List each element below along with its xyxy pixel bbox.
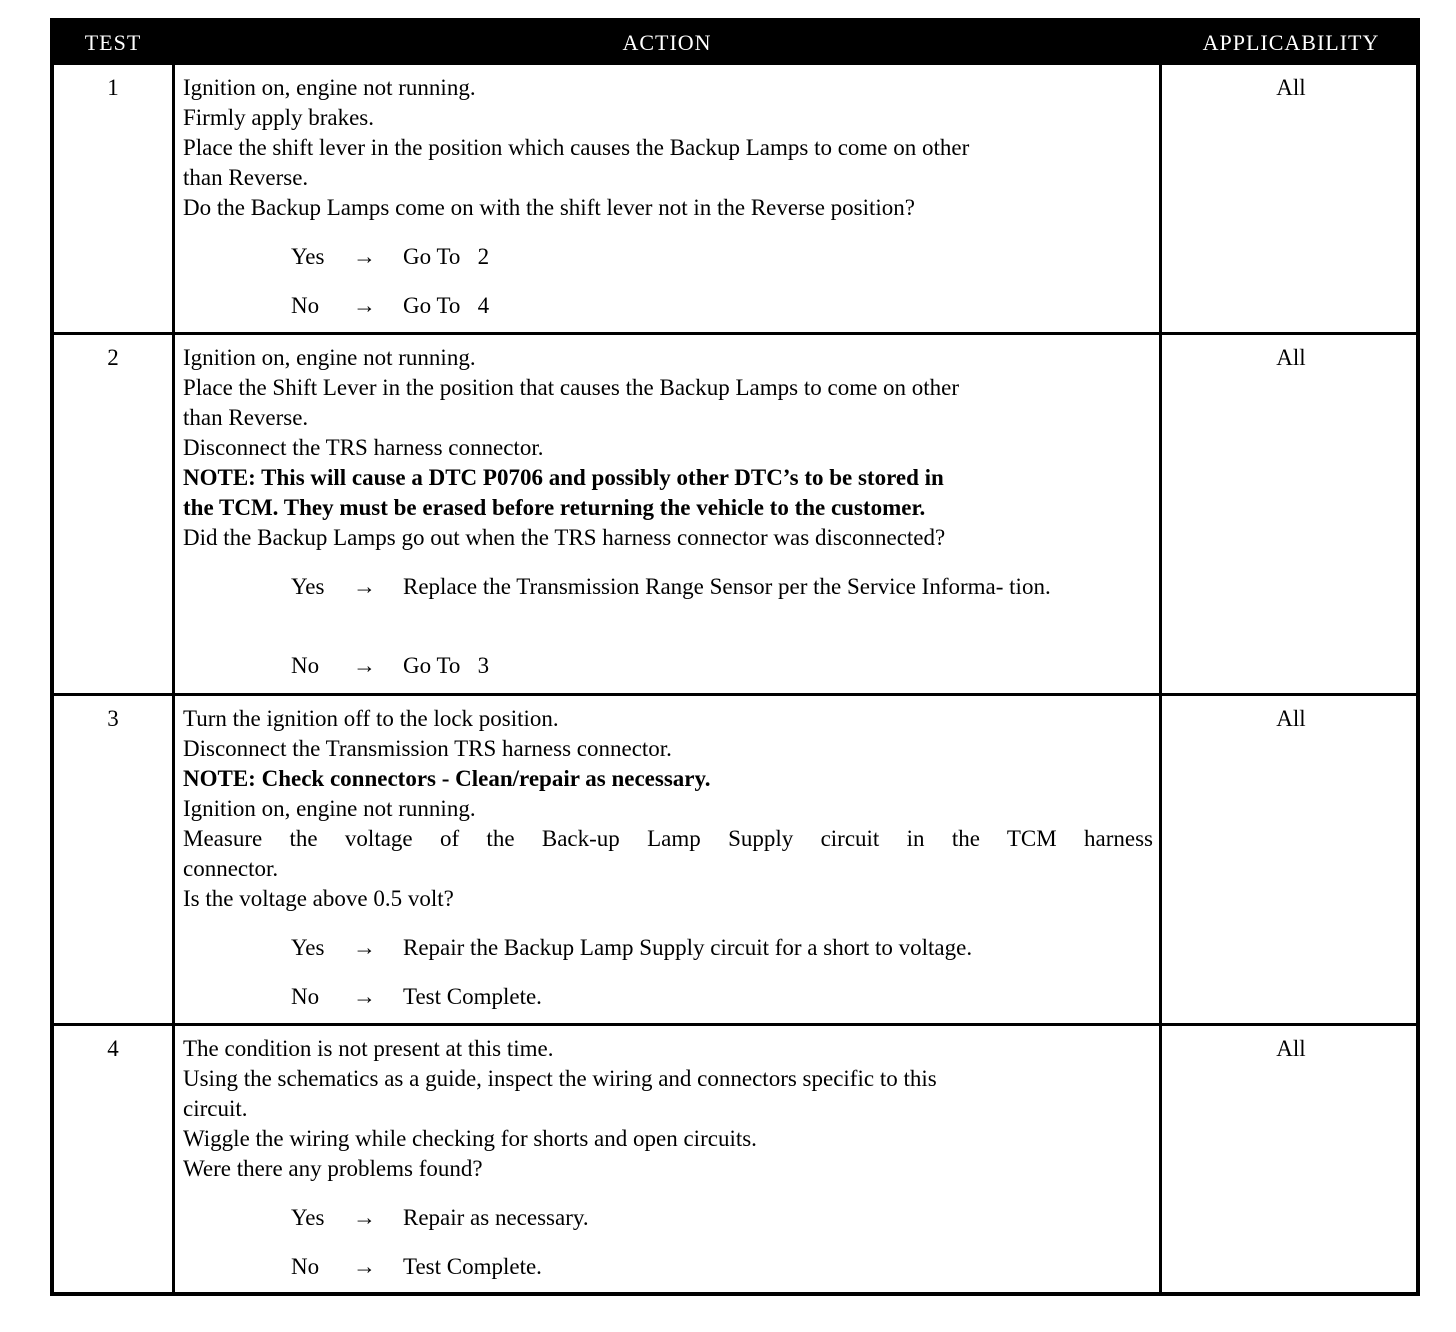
note-line: the TCM. They must be erased before returning the vehicle to the customer. — [183, 495, 926, 520]
applicability-value: All — [1276, 75, 1306, 100]
action-line: Is the voltage above 0.5 volt? — [183, 886, 454, 911]
no-label: No — [291, 984, 320, 1009]
action-cell — [172, 696, 1162, 1023]
applicability-value: All — [1276, 345, 1306, 370]
no-label: No — [291, 1254, 320, 1279]
action-line: than Reverse. — [183, 165, 309, 190]
arrow-right-icon: → — [353, 984, 376, 1009]
table-row — [54, 62, 1416, 332]
test-number: 1 — [107, 75, 119, 100]
test-number: 2 — [107, 345, 119, 370]
no-branch — [183, 291, 1153, 321]
action-line: Turn the ignition off to the lock position. — [183, 706, 559, 731]
arrow-right-icon: → — [353, 574, 376, 599]
applicability-value: All — [1276, 1036, 1306, 1061]
action-line: Ignition on, engine not running. — [183, 75, 476, 100]
action-cell — [172, 65, 1162, 332]
yes-branch — [183, 242, 1153, 272]
yes-result: Repair the Backup Lamp Supply circuit for a short to voltage. — [403, 935, 973, 960]
no-label: No — [291, 293, 320, 318]
table-header — [54, 22, 1416, 62]
action-line: Place the shift lever in the position which causes the Backup Lamps to come on other — [183, 135, 970, 160]
yes-branch — [183, 572, 1153, 632]
table-row — [54, 332, 1416, 693]
applicability-value: All — [1276, 706, 1306, 731]
action-line: Disconnect the TRS harness connector. — [183, 435, 544, 460]
note-line: NOTE: This will cause a DTC P0706 and possibly other DTC’s to be stored in — [183, 465, 944, 490]
action-line: circuit. — [183, 1096, 248, 1121]
arrow-right-icon: → — [353, 935, 376, 960]
table-row — [54, 693, 1416, 1023]
yes-label: Yes — [291, 574, 325, 599]
action-line: Measure the voltage of the Back-up Lamp Supply circuit in the TCM harness — [183, 826, 1153, 851]
test-number: 3 — [107, 706, 119, 731]
yes-result: Replace the Transmission Range Sensor per the Service Informa- tion. — [403, 574, 1051, 599]
arrow-right-icon: → — [353, 1205, 376, 1230]
yes-label: Yes — [291, 935, 325, 960]
action-line: Using the schematics as a guide, inspect the wiring and connectors specific to this — [183, 1066, 937, 1091]
yes-branch — [183, 933, 1153, 963]
no-branch — [183, 1252, 1153, 1282]
arrow-right-icon: → — [353, 1254, 376, 1279]
no-result: Go To 3 — [403, 653, 490, 678]
action-line: Wiggle the wiring while checking for shorts and open circuits. — [183, 1126, 757, 1151]
action-line: connector. — [183, 856, 279, 881]
yes-label: Yes — [291, 1205, 325, 1230]
yes-result: Go To 2 — [403, 244, 490, 269]
action-cell — [172, 335, 1162, 693]
action-line: than Reverse. — [183, 405, 309, 430]
header-test: TEST — [84, 30, 142, 55]
yes-label: Yes — [291, 244, 325, 269]
no-label: No — [291, 653, 320, 678]
action-line: The condition is not present at this time. — [183, 1036, 554, 1061]
action-line: Ignition on, engine not running. — [183, 796, 476, 821]
header-applicability: APPLICABILITY — [1202, 30, 1380, 55]
test-number: 4 — [107, 1036, 119, 1061]
no-result: Test Complete. — [403, 984, 542, 1009]
action-line: Were there any problems found? — [183, 1156, 483, 1181]
diagnostic-test-table — [50, 18, 1420, 1296]
yes-branch — [183, 1203, 1153, 1233]
header-action: ACTION — [622, 30, 712, 55]
action-line: Ignition on, engine not running. — [183, 345, 476, 370]
no-result: Test Complete. — [403, 1254, 542, 1279]
action-line: Place the Shift Lever in the position that causes the Backup Lamps to come on other — [183, 375, 960, 400]
arrow-right-icon: → — [353, 653, 376, 678]
action-cell — [172, 1026, 1162, 1292]
action-line: Did the Backup Lamps go out when the TRS harness connector was disconnected? — [183, 525, 946, 550]
note-line: NOTE: Check connectors - Clean/repair as necessary. — [183, 766, 711, 791]
action-line: Firmly apply brakes. — [183, 105, 374, 130]
no-branch — [183, 982, 1153, 1012]
arrow-right-icon: → — [353, 293, 376, 318]
no-result: Go To 4 — [403, 293, 490, 318]
yes-result: Repair as necessary. — [403, 1205, 589, 1230]
table-row — [54, 1023, 1416, 1292]
arrow-right-icon: → — [353, 244, 376, 269]
action-line: Disconnect the Transmission TRS harness connector. — [183, 736, 672, 761]
no-branch — [183, 651, 1153, 681]
action-line: Do the Backup Lamps come on with the shift lever not in the Reverse position? — [183, 195, 916, 220]
